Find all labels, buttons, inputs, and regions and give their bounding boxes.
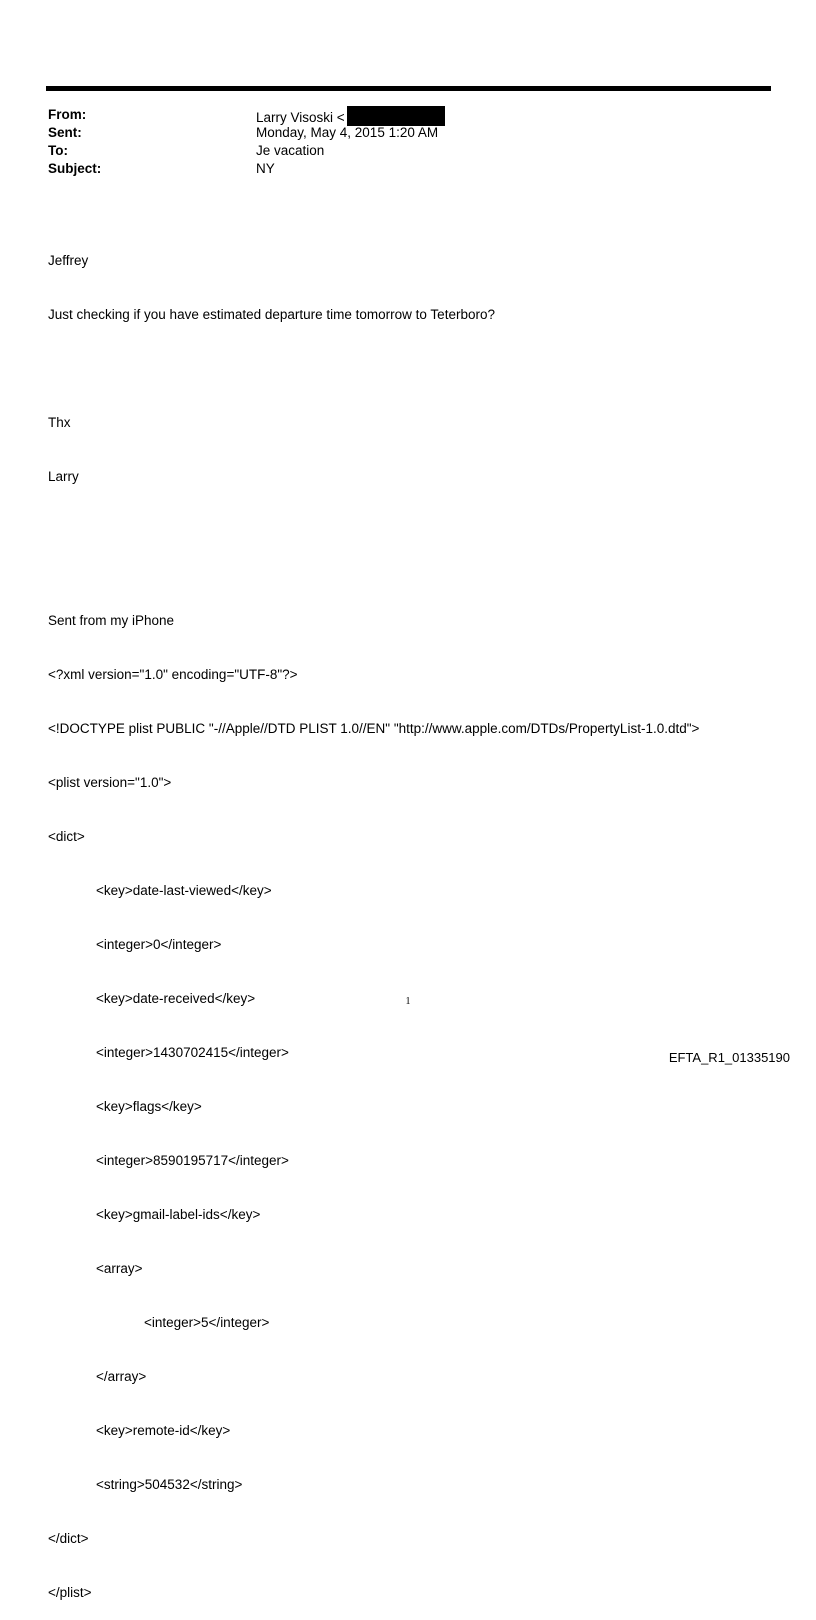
page-number: 1 xyxy=(405,996,411,1007)
document-id: EFTA_R1_01335190 xyxy=(668,1050,790,1065)
sender-name: Larry Visoski < xyxy=(256,110,345,125)
dict-close-tag: </dict> xyxy=(48,1531,89,1546)
greeting: Jeffrey xyxy=(48,253,89,268)
sent-value: Monday, May 4, 2015 1:20 AM xyxy=(256,125,439,140)
plist-line: <string>504532</string> xyxy=(96,1477,243,1492)
subject-value: NY xyxy=(256,161,275,176)
plist-line: <integer>8590195717</integer> xyxy=(96,1153,289,1168)
plist-open-tag: <plist version="1.0"> xyxy=(48,775,172,790)
plist-close-tag: </plist> xyxy=(48,1585,92,1600)
email-header xyxy=(48,106,445,178)
plist-xml-declaration: <?xml version="1.0" encoding="UTF-8"?> xyxy=(48,667,298,682)
plist-doctype: <!DOCTYPE plist PUBLIC "-//Apple//DTD PLIST 1.0//EN" "http://www.apple.com/DTDs/PropertyList-1.0.dtd"> xyxy=(48,721,700,736)
dict-open-tag: <dict> xyxy=(48,829,85,844)
subject-label: Subject: xyxy=(48,161,102,176)
plist-line: <key>remote-id</key> xyxy=(96,1423,231,1438)
plist-line: <key>date-last-viewed</key> xyxy=(96,883,272,898)
plist-line: <integer>1430702415</integer> xyxy=(96,1045,289,1060)
plist-line: <integer>0</integer> xyxy=(96,937,222,952)
subject-row xyxy=(48,160,445,178)
redaction-box xyxy=(347,106,445,126)
email-body xyxy=(48,216,699,1620)
from-label: From: xyxy=(48,107,87,122)
from-row xyxy=(48,106,445,124)
message-text: Just checking if you have estimated departure time tomorrow to Teterboro? xyxy=(48,307,495,322)
to-value: Je vacation xyxy=(256,143,325,158)
plist-line: <integer>5</integer> xyxy=(144,1315,270,1330)
plist-line: <key>flags</key> xyxy=(96,1099,202,1114)
sent-from-line: Sent from my iPhone xyxy=(48,613,175,628)
to-row xyxy=(48,142,445,160)
plist-line: </array> xyxy=(96,1369,147,1384)
from-value xyxy=(256,106,445,124)
to-label: To: xyxy=(48,143,68,158)
sent-label: Sent: xyxy=(48,125,82,140)
closing: Thx xyxy=(48,415,71,430)
plist-line: <key>gmail-label-ids</key> xyxy=(96,1207,261,1222)
plist-line: <key>date-received</key> xyxy=(96,991,256,1006)
sent-row xyxy=(48,124,445,142)
header-divider xyxy=(46,86,771,91)
signature: Larry xyxy=(48,469,79,484)
plist-line: <array> xyxy=(96,1261,143,1276)
